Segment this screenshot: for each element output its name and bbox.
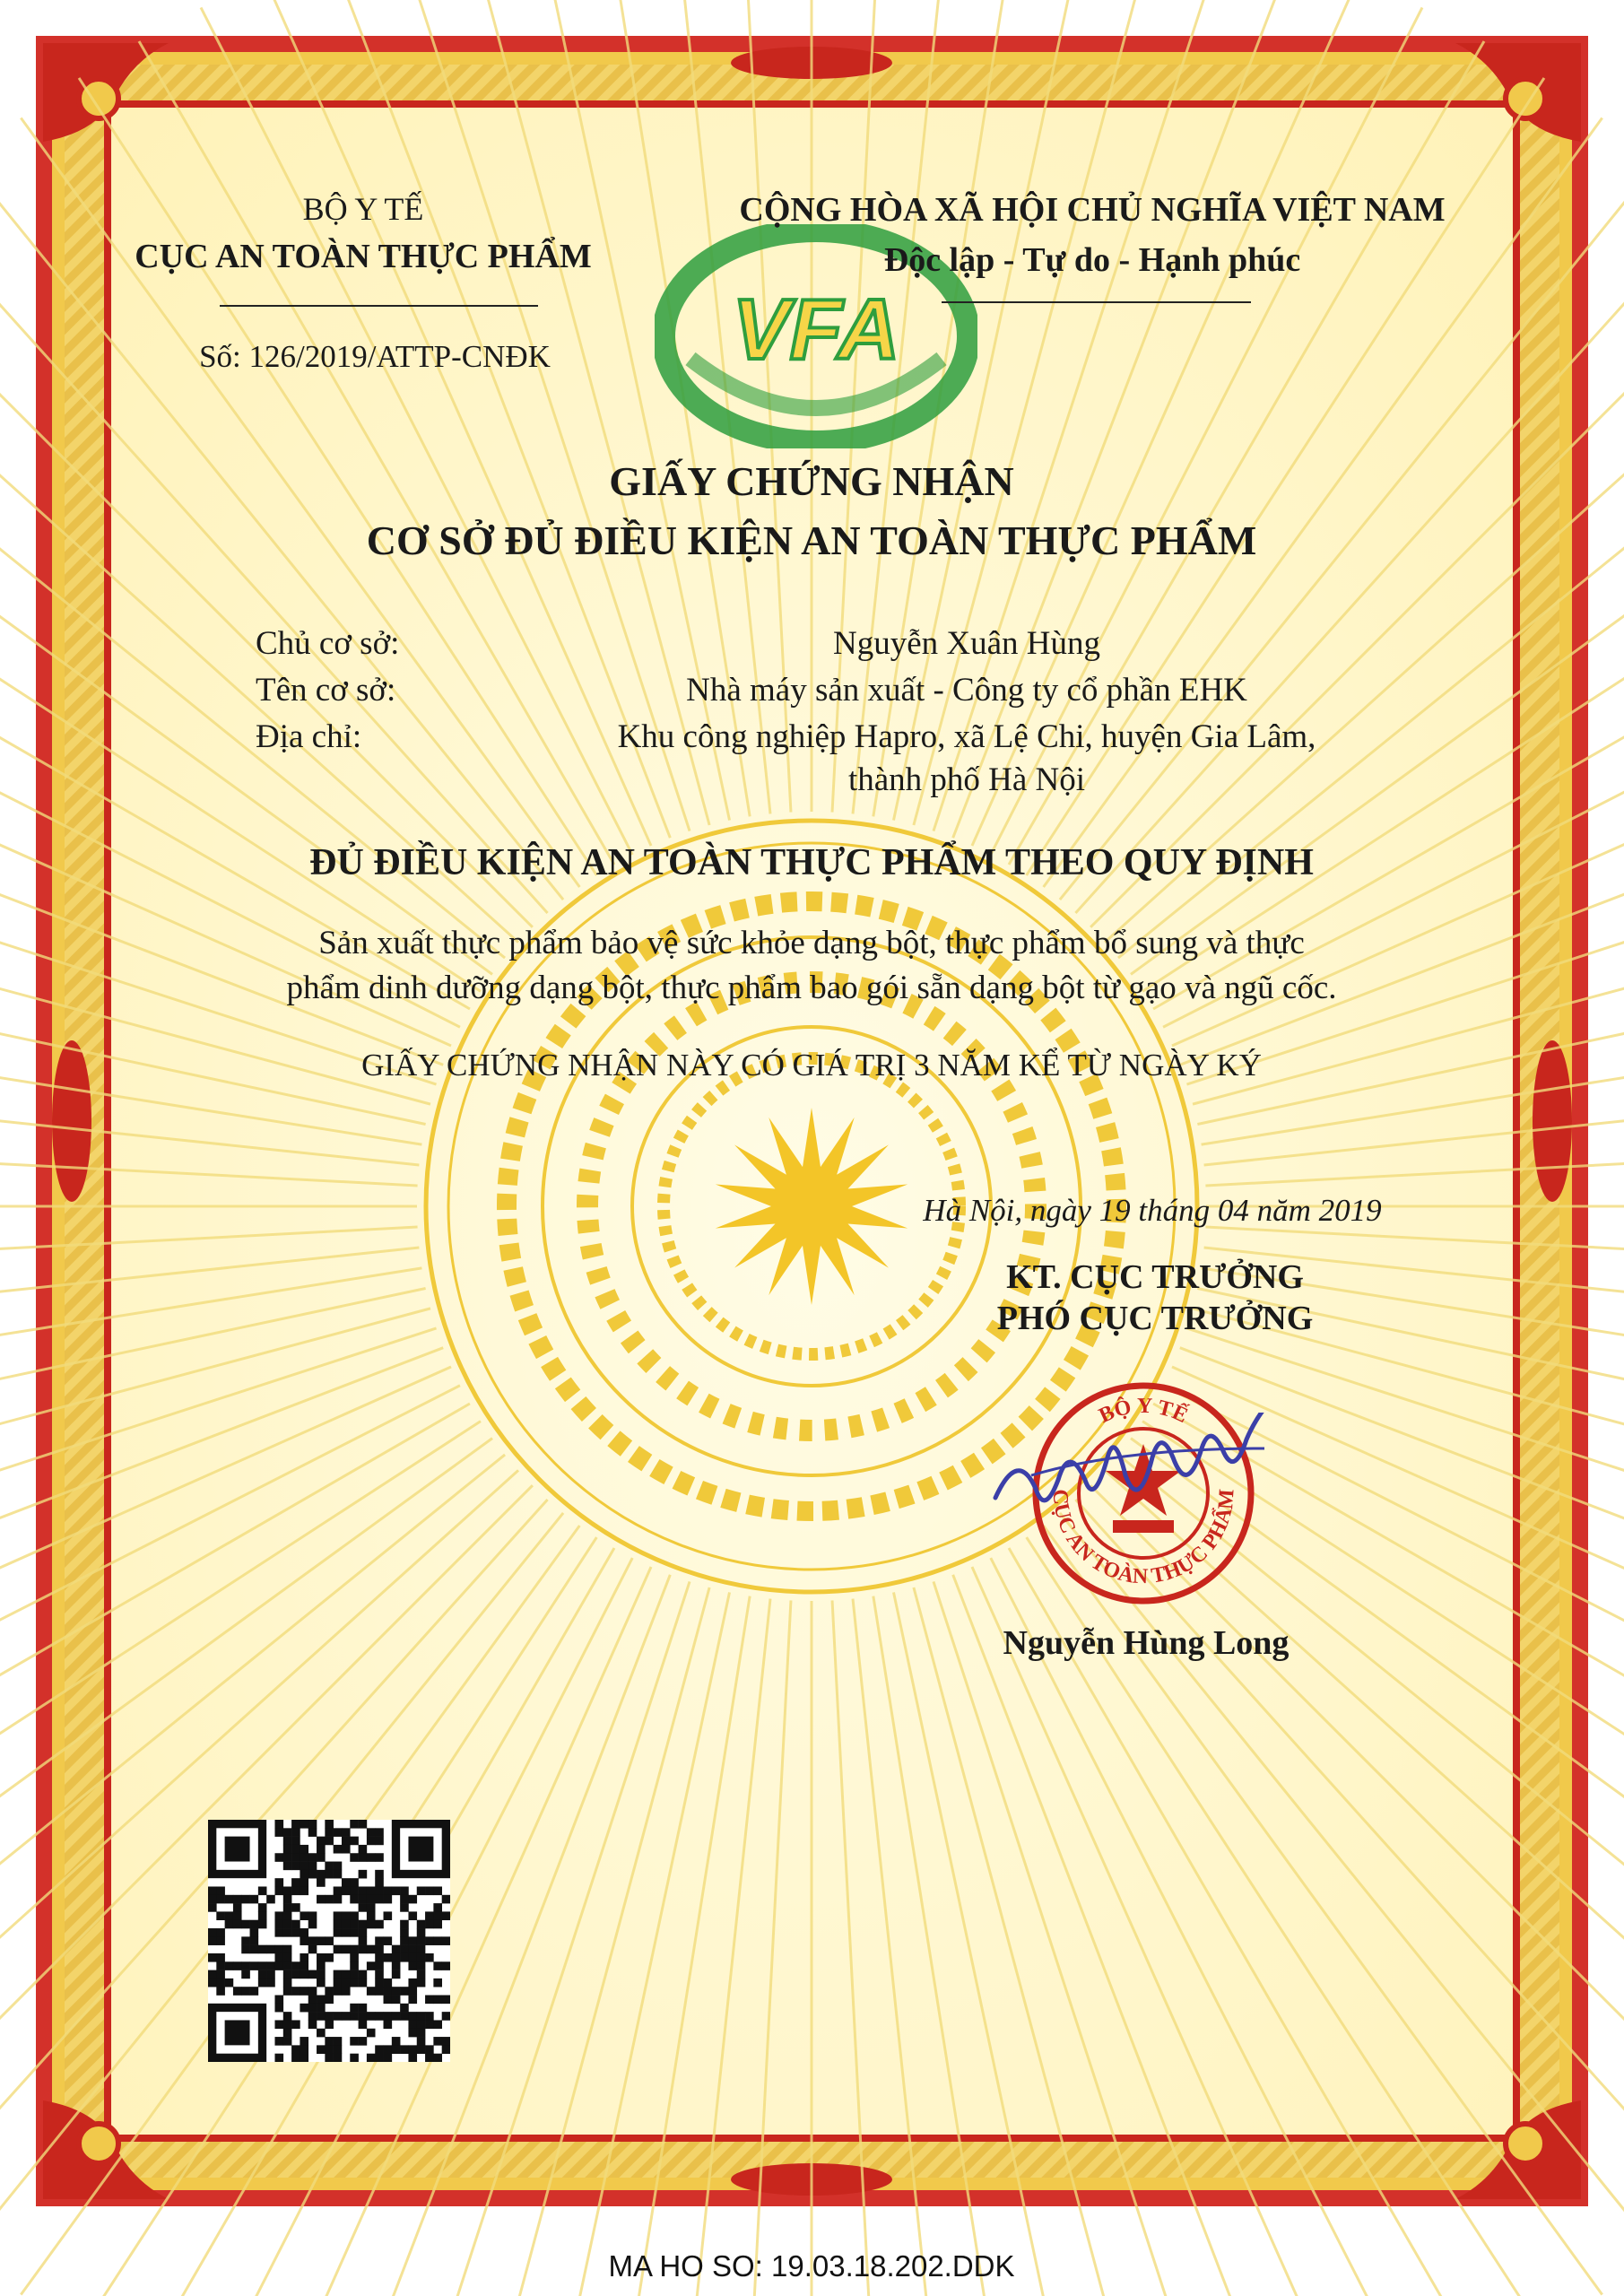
agency-name: CỤC AN TOÀN THỰC PHẨM (135, 238, 592, 275)
qr-code (208, 1820, 450, 2062)
seal-top-text: BỘ Y TẾ (1095, 1394, 1192, 1429)
certificate-number: Số: 126/2019/ATTP-CNĐK (199, 339, 551, 374)
national-motto: Độc lập - Tự do - Hạnh phúc (883, 241, 1301, 279)
vfa-logo-text: VFA (732, 282, 900, 378)
scope-line-2: phẩm dinh dưỡng dạng bột, thực phẩm bao gói sẵn dạng bột từ gạo và ngũ cốc. (286, 970, 1337, 1006)
motto-underline (942, 301, 1251, 303)
issue-date: Hà Nội, ngày 19 tháng 04 năm 2019 (923, 1193, 1382, 1228)
signatory-name: Nguyễn Hùng Long (1003, 1624, 1290, 1662)
dossier-code: MA HO SO: 19.03.18.202.DDK (608, 2249, 1015, 2283)
country-name: CỘNG HÒA XÃ HỘI CHỦ NGHĨA VIỆT NAM (739, 191, 1446, 229)
declaration: ĐỦ ĐIỀU KIỆN AN TOÀN THỰC PHẨM THEO QUY ĐỊNH (309, 842, 1314, 883)
address-line-1: Khu công nghiệp Hapro, xã Lệ Chi, huyện Gia Lâm, (617, 718, 1316, 755)
side-ornament-left (52, 1040, 91, 1202)
validity-note: GIẤY CHỨNG NHẬN NÀY CÓ GIÁ TRỊ 3 NĂM KỂ TỪ NGÀY KÝ (361, 1048, 1262, 1083)
owner-value: Nguyễn Xuân Hùng (832, 625, 1101, 662)
address-label: Địa chỉ: (256, 718, 362, 755)
certificate-title: GIẤY CHỨNG NHẬN (609, 458, 1014, 504)
address-line-2: thành phố Hà Nội (847, 761, 1086, 798)
ministry-name: BỘ Y TẾ (302, 191, 424, 227)
owner-label: Chủ cơ sở: (256, 625, 400, 662)
signatory-title-2: PHÓ CỤC TRƯỞNG (996, 1300, 1314, 1337)
signatory-title-1: KT. CỤC TRƯỞNG (1006, 1258, 1304, 1296)
agency-underline (220, 305, 538, 307)
side-ornament-right (1533, 1040, 1572, 1202)
facility-name-label: Tên cơ sở: (256, 672, 396, 709)
facility-name-value: Nhà máy sản xuất - Công ty cổ phần EHK (686, 672, 1247, 709)
scope-line-1: Sản xuất thực phẩm bảo vệ sức khỏe dạng bột, thực phẩm bổ sung và thực (318, 925, 1305, 961)
handwritten-signature (977, 1413, 1372, 1538)
seal-bottom-text: CỤC AN TOÀN THỰC PHẨM (1047, 1488, 1239, 1589)
certificate-subtitle: CƠ SỞ ĐỦ ĐIỀU KIỆN AN TOÀN THỰC PHẨM (366, 517, 1257, 563)
